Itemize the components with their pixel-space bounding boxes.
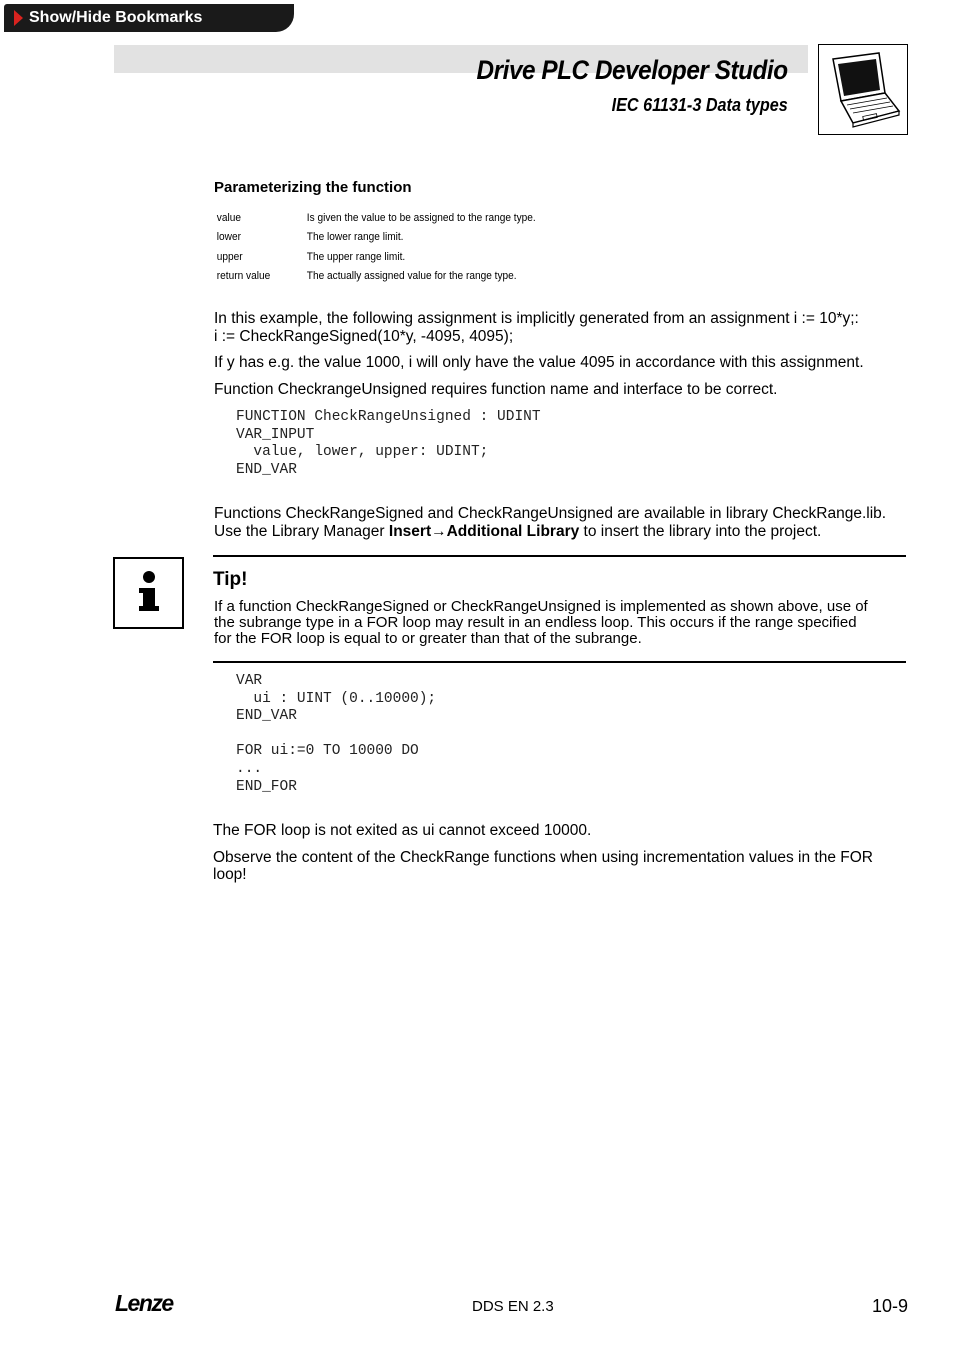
paragraph-observe bbox=[213, 849, 907, 883]
paragraph-value-note: If y has e.g. the value 1000, i will only have the value 4095 in accordance with this assignment. bbox=[214, 354, 864, 371]
param-name: lower bbox=[216, 231, 241, 244]
text-run: to insert the library into the project. bbox=[579, 523, 822, 540]
laptop-icon bbox=[818, 44, 908, 135]
paragraph-function-note: Function CheckrangeUnsigned requires function name and interface to be correct. bbox=[214, 381, 778, 398]
show-hide-bookmarks-button[interactable] bbox=[4, 4, 294, 32]
lenze-logo: Lenze bbox=[115, 1290, 173, 1316]
page-number: 10-9 bbox=[871, 1296, 908, 1316]
table-row bbox=[214, 228, 556, 248]
parameter-table bbox=[214, 208, 556, 286]
paragraph-line: Observe the content of the CheckRange functions when using incrementation values in the FOR bbox=[213, 849, 873, 866]
param-desc: The lower range limit. bbox=[306, 231, 404, 244]
param-desc: The actually assigned value for the range type. bbox=[306, 270, 517, 283]
code-block-for-loop: VAR ui : UINT (0..10000); END_VAR FOR ui:=0 TO 10000 DO ... END_FOR bbox=[236, 673, 437, 795]
paragraph-line: loop! bbox=[213, 866, 247, 883]
paragraph-line: In this example, the following assignment is implicitly generated from an assignment i := 10*y;: bbox=[214, 310, 859, 327]
bookmark-tab-label: Show/Hide Bookmarks bbox=[29, 9, 203, 26]
info-icon bbox=[113, 557, 184, 629]
page-subtitle: IEC 61131-3 Data types bbox=[611, 95, 788, 115]
page-title: Drive PLC Developer Studio bbox=[476, 55, 788, 85]
paragraph-example bbox=[214, 310, 908, 346]
section-heading: Parameterizing the function bbox=[214, 179, 412, 196]
triangle-right-icon bbox=[14, 10, 23, 26]
tip-line: for the FOR loop is equal to or greater than that of the subrange. bbox=[214, 630, 642, 647]
paragraph-for-loop: The FOR loop is not exited as ui cannot exceed 10000. bbox=[213, 822, 592, 839]
doc-id: DDS EN 2.3 bbox=[472, 1298, 554, 1315]
menu-path: Insert→Additional Library bbox=[388, 523, 580, 540]
table-row bbox=[214, 267, 556, 287]
param-desc: Is given the value to be assigned to the range type. bbox=[306, 211, 536, 224]
paragraph-line: Functions CheckRangeSigned and CheckRangeUnsigned are available in library CheckRange.lib. bbox=[214, 505, 887, 522]
divider bbox=[213, 661, 906, 663]
table-row bbox=[214, 208, 556, 228]
divider bbox=[213, 555, 906, 557]
param-desc: The upper range limit. bbox=[306, 250, 406, 263]
param-name: return value bbox=[216, 270, 271, 283]
paragraph-library bbox=[214, 505, 908, 541]
code-block-function: FUNCTION CheckRangeUnsigned : UDINT VAR_INPUT value, lower, upper: UDINT; END_VAR bbox=[236, 409, 541, 478]
table-row bbox=[214, 247, 556, 267]
paragraph-line bbox=[214, 523, 908, 541]
tip-line: If a function CheckRangeSigned or CheckRangeUnsigned is implemented as shown above, use of bbox=[214, 598, 868, 615]
tip-title: Tip! bbox=[213, 569, 248, 590]
tip-line: the subrange type in a FOR loop may result in an endless loop. This occurs if the range specified bbox=[214, 614, 857, 631]
text-run: Use the Library Manager bbox=[214, 523, 389, 540]
paragraph-line: i := CheckRangeSigned(10*y, -4095, 4095); bbox=[214, 328, 514, 345]
tip-text bbox=[214, 599, 908, 647]
param-name: upper bbox=[216, 250, 243, 263]
param-name: value bbox=[216, 211, 241, 224]
